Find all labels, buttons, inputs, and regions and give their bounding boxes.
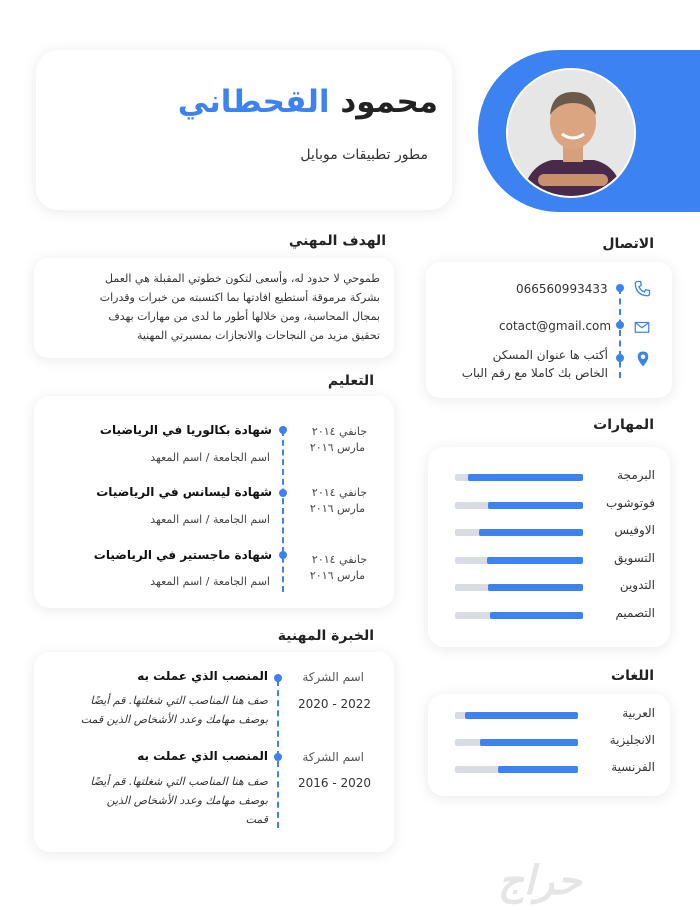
skill-bar-track — [455, 502, 583, 509]
institution: اسم الجامعة / اسم المعهد — [150, 451, 270, 464]
timeline-dot — [616, 321, 624, 329]
objective-line: طموحي لا حدود له، وأسعى لتكون خطوتي المقبلة هي العمل — [105, 272, 380, 285]
skill-row — [455, 523, 655, 543]
education-timeline — [282, 430, 284, 592]
skill-label: التسويق — [614, 550, 655, 565]
language-label: العربية — [622, 706, 655, 720]
timeline-dot — [279, 426, 287, 434]
end-date: مارس ٢٠١٦ — [309, 569, 365, 582]
skill-row — [455, 578, 655, 598]
skill-bar-track — [455, 529, 583, 536]
skills-heading: المهارات — [593, 417, 654, 433]
skill-bar-fill — [479, 529, 583, 536]
job-title: مطور تطبيقات موبايل — [300, 147, 428, 163]
timeline-dot — [616, 284, 624, 292]
company-name: اسم الشركة — [302, 750, 364, 764]
name-card — [36, 50, 452, 210]
email-icon — [633, 318, 651, 336]
language-bar-fill — [498, 766, 578, 773]
end-date: مارس ٢٠١٦ — [309, 441, 365, 454]
degree-title: شهادة ليسانس في الرياضيات — [96, 485, 272, 499]
person-photo-icon — [508, 70, 636, 198]
watermark-logo: حراج — [498, 858, 582, 904]
skill-bar-fill — [487, 557, 583, 564]
experience-heading: الخبرة المهنية — [277, 628, 374, 644]
description-line: صف هنا المناصب التي شغلتها. قم أيضًا — [90, 694, 268, 707]
description-line: بوصف مهامك وعدد الأشخاص الذين قمت — [80, 713, 268, 726]
last-name: القحطاني — [177, 84, 330, 120]
position-title: المنصب الذي عملت به — [137, 669, 268, 683]
skill-bar-track — [455, 584, 583, 591]
objective-heading: الهدف المهني — [288, 233, 386, 249]
full-name — [178, 84, 438, 120]
objective-card — [34, 258, 394, 358]
description-line: بوصف مهامك وعدد الأشخاص الذين — [106, 794, 268, 807]
language-bar-fill — [480, 739, 578, 746]
skill-bar-fill — [468, 474, 583, 481]
degree-title: شهادة بكالوريا في الرياضيات — [99, 423, 272, 437]
timeline-dot — [274, 753, 282, 761]
institution: اسم الجامعة / اسم المعهد — [150, 513, 270, 526]
first-name: محمود — [340, 84, 438, 120]
language-label: الانجليزية — [609, 733, 655, 747]
work-years: 2020 - 2022 — [298, 697, 372, 711]
description-line: قمت — [245, 813, 268, 826]
skill-bar-track — [455, 474, 583, 481]
skill-label: التدوين — [619, 578, 655, 592]
start-date: جانفي ٢٠١٤ — [311, 425, 367, 438]
skill-row — [455, 496, 655, 516]
education-heading: التعليم — [327, 373, 374, 389]
address-line: الخاص بك كاملا مع رقم الباب — [461, 366, 608, 380]
timeline-dot — [274, 674, 282, 682]
skill-bar-fill — [488, 584, 583, 591]
description-line: صف هنا المناصب التي شغلتها. قم أيضًا — [90, 775, 268, 788]
skill-row — [455, 551, 655, 571]
skill-bar-fill — [488, 502, 583, 509]
contact-timeline — [619, 288, 621, 378]
language-row — [455, 760, 655, 780]
objective-line: بمجال المحاسبة، ومن خلالها أطور ما لدى من مهارات بهدف — [108, 310, 380, 323]
institution: اسم الجامعة / اسم المعهد — [150, 575, 270, 588]
skill-label: فوتوشوب — [605, 495, 655, 510]
timeline-dot — [279, 489, 287, 497]
skill-bar-track — [455, 612, 583, 619]
timeline-dot — [616, 354, 624, 362]
objective-line: بشركة مرموقة أستطيع افادتها بما اكتسبته من خبرات وقدرات — [99, 291, 380, 304]
email-address[interactable]: cotact@gmail.com — [499, 319, 612, 333]
skill-bar-track — [455, 557, 583, 564]
address-line: أكتب ها عنوان المسكن — [492, 348, 608, 362]
skill-row — [455, 468, 655, 488]
address — [462, 346, 608, 382]
degree-title: شهادة ماجستير في الرياضيات — [93, 548, 272, 562]
objective-text — [44, 269, 380, 345]
end-date: مارس ٢٠١٦ — [309, 502, 365, 515]
language-bar-fill — [465, 712, 578, 719]
start-date: جانفي ٢٠١٤ — [311, 486, 367, 499]
start-date: جانفي ٢٠١٤ — [311, 553, 367, 566]
language-bar-track — [455, 766, 578, 773]
objective-line: تحقيق مزيد من النجاحات والانجازات بمسيرتي المهنية — [136, 329, 380, 342]
profile-photo — [506, 68, 636, 198]
language-bar-track — [455, 712, 578, 719]
position-title: المنصب الذي عملت به — [137, 749, 268, 763]
skill-bar-fill — [490, 612, 583, 619]
languages-heading: اللغات — [611, 668, 654, 684]
skill-label: البرمجة — [617, 468, 655, 482]
phone-number[interactable]: 066560993433 — [516, 282, 608, 296]
work-years: 2016 - 2020 — [298, 776, 372, 790]
company-name: اسم الشركة — [302, 670, 364, 684]
location-pin-icon — [634, 350, 652, 368]
language-bar-track — [455, 739, 578, 746]
language-row — [455, 706, 655, 726]
language-row — [455, 733, 655, 753]
experience-description — [38, 691, 268, 729]
skill-row — [455, 606, 655, 626]
contact-heading: الاتصال — [602, 236, 654, 252]
language-label: الفرنسية — [611, 760, 655, 774]
skill-label: التصميم — [615, 605, 655, 620]
phone-icon — [633, 280, 651, 298]
experience-description — [38, 772, 268, 829]
timeline-dot — [279, 551, 287, 559]
skill-label: الاوفيس — [614, 523, 655, 537]
